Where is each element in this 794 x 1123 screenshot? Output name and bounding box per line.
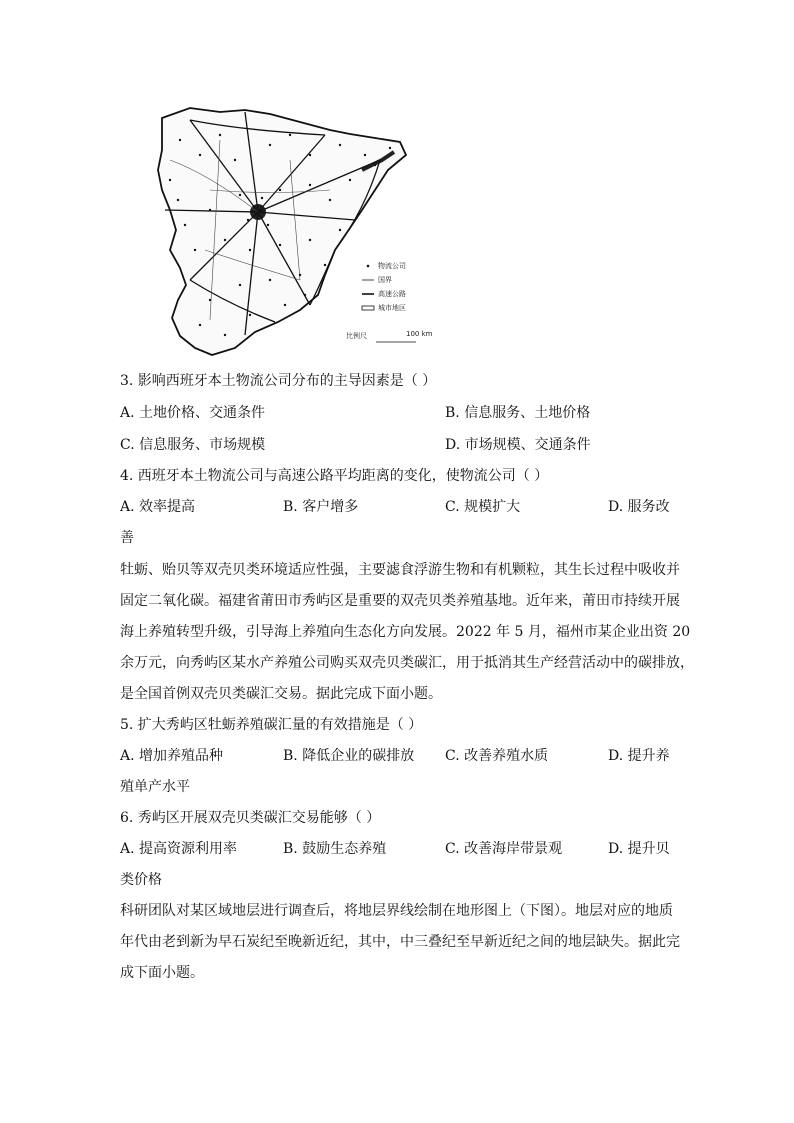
q4-stem: 4. 西班牙本土物流公司与高速公路平均距离的变化，使物流公司（ ） <box>120 468 549 484</box>
q5-option-b: B. 降低企业的碳排放 <box>283 748 415 764</box>
q6-stem: 6. 秀屿区开展双壳贝类碳汇交易能够（ ） <box>120 810 381 826</box>
q4-option-d-cont: 善 <box>120 530 134 546</box>
q4-option-d: D. 服务改 <box>608 499 670 515</box>
q4-option-b: B. 客户增多 <box>283 499 359 515</box>
passage1-line-1: 牡蛎、贻贝等双壳贝类环境适应性强，主要滤食浮游生物和有机颗粒，其生长过程中吸收并 <box>120 562 680 578</box>
passage1-line-3: 海上养殖转型升级，引导海上养殖向生态化方向发展。2022 年 5 月，福州市某企业出资 20 <box>120 624 691 640</box>
q5-stem: 5. 扩大秀屿区牡蛎养殖碳汇量的有效措施是（ ） <box>120 717 423 733</box>
country-outline <box>158 108 406 355</box>
q5-option-d: D. 提升养 <box>608 748 670 764</box>
passage2-line-3: 成下面小题。 <box>120 965 204 981</box>
q3-option-c: C. 信息服务、市场规模 <box>120 437 266 453</box>
map-svg <box>150 100 440 360</box>
map-legend <box>362 261 406 312</box>
q6-option-d: D. 提升贝 <box>608 841 670 857</box>
q5-option-d-cont: 殖单产水平 <box>120 779 190 795</box>
spain-logistics-map <box>150 100 440 360</box>
passage1-line-4: 余万元，向秀屿区某水产养殖公司购买双壳贝类碳汇，用于抵消其生产经营活动中的碳排放， <box>120 655 694 671</box>
q3-option-a: A. 土地价格、交通条件 <box>120 405 266 421</box>
passage2-line-2: 年代由老到新为早石炭纪至晚新近纪，其中，中三叠纪至早新近纪之间的地层缺失。据此完 <box>120 934 680 950</box>
q5-option-c: C. 改善养殖水质 <box>445 748 549 764</box>
scale-value: 100 km <box>406 330 433 338</box>
legend-item-logistics: 物流公司 <box>378 262 406 270</box>
q5-option-a: A. 增加养殖品种 <box>120 748 224 764</box>
q6-option-d-cont: 类价格 <box>120 872 162 888</box>
q3-stem: 3. 影响西班牙本土物流公司分布的主导因素是（ ） <box>120 373 437 389</box>
q4-option-a: A. 效率提高 <box>120 499 196 515</box>
q4-option-c: C. 规模扩大 <box>445 499 521 515</box>
passage2-line-1: 科研团队对某区域地层进行调查后，将地层界线绘制在地形图上（下图）。地层对应的地质 <box>120 903 673 919</box>
map-scale <box>346 330 433 342</box>
q6-option-b: B. 鼓励生态养殖 <box>283 841 387 857</box>
q6-option-c: C. 改善海岸带景观 <box>445 841 563 857</box>
passage1-line-5: 是全国首例双壳贝类碳汇交易。据此完成下面小题。 <box>120 686 442 702</box>
legend-item-border: 国界 <box>378 276 392 284</box>
passage1-line-2: 固定二氧化碳。福建省莆田市秀屿区是重要的双壳贝类养殖基地。近年来，莆田市持续开展 <box>120 593 680 609</box>
q6-option-a: A. 提高资源利用率 <box>120 841 238 857</box>
legend-item-urban: 城市地区 <box>378 304 406 312</box>
scale-label: 比例尺 <box>346 332 367 340</box>
q3-option-b: B. 信息服务、土地价格 <box>445 405 591 421</box>
q3-option-d: D. 市场规模、交通条件 <box>445 437 591 453</box>
legend-item-highway: 高速公路 <box>378 290 406 298</box>
